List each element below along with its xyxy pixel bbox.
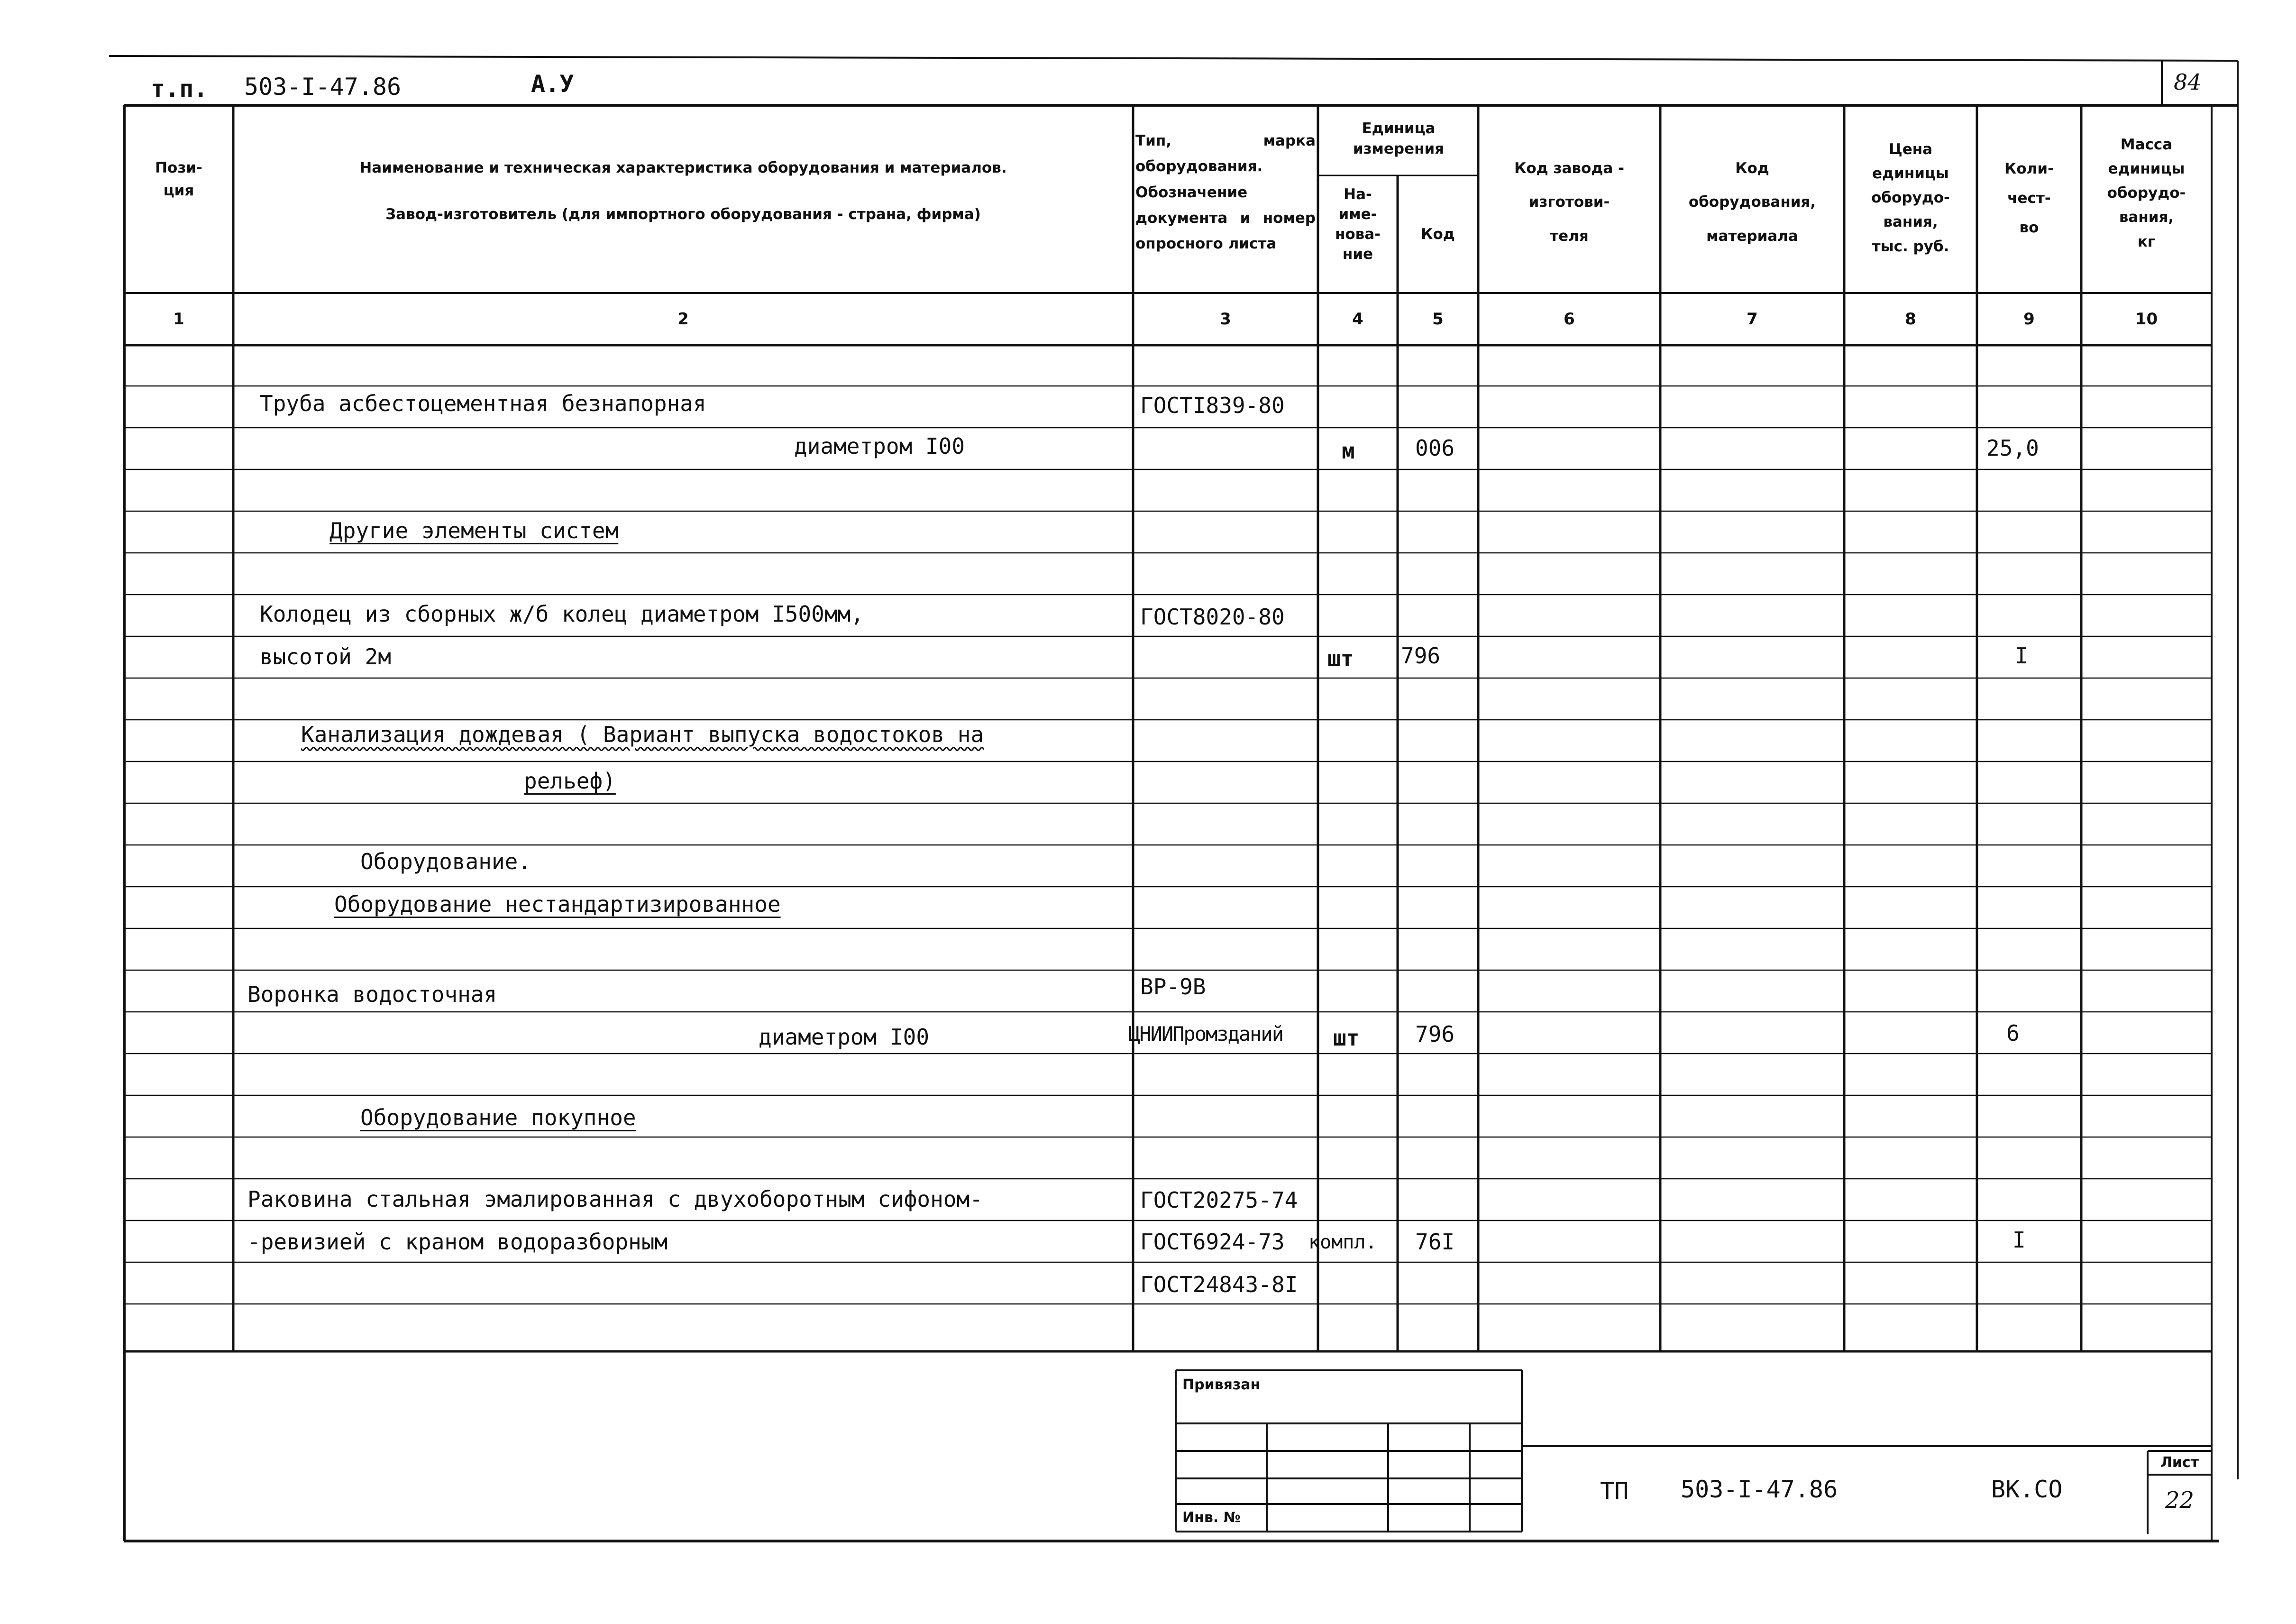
- col-type-header: Тип, марка оборудования. Обозначение документа и номер опросного листа: [1135, 132, 1316, 252]
- item-unit-code: 76I: [1415, 1229, 1455, 1255]
- item-unit-code: 796: [1401, 643, 1441, 669]
- section-heading: Другие элементы систем: [329, 518, 619, 543]
- section-heading: Канализация дождевая ( Вариант выпуска водостоков на: [301, 722, 984, 747]
- item-name: высотой 2м: [260, 644, 391, 670]
- item-unit: компл.: [1308, 1231, 1377, 1253]
- page-mark: 84: [2174, 69, 2202, 95]
- col-number: 7: [1747, 310, 1758, 329]
- inventory-number-label: Инв. №: [1182, 1509, 1241, 1526]
- item-name: -ревизией с краном водоразборным: [247, 1229, 668, 1255]
- sheet-number: 22: [2165, 1487, 2195, 1514]
- item-name: Раковина стальная эмалированная с двухоборотным сифоном-: [247, 1186, 983, 1212]
- col-equipment-code-header: Код оборудования, материала: [1688, 160, 1816, 245]
- col-name-header-line2: Завод-изготовитель (для импортного оборудования - страна, фирма): [385, 206, 981, 223]
- col-unit-name-header: На- име- нова- ние: [1335, 186, 1381, 263]
- footer-section-code: ВК.СО: [1991, 1476, 2063, 1503]
- subsection-heading: Оборудование нестандартизированное: [334, 891, 781, 917]
- col-number: 3: [1220, 310, 1231, 329]
- item-doc: ГОСТ24843-8I: [1140, 1272, 1298, 1297]
- col-unit-code-header: Код: [1421, 226, 1455, 243]
- col-number: 1: [173, 310, 184, 329]
- col-name-header-line1: Наименование и техническая характеристика оборудования и материалов.: [359, 159, 1007, 176]
- subsection-heading: Оборудование покупное: [360, 1105, 636, 1130]
- col-unit-header: Единица измерения: [1353, 120, 1445, 158]
- bound-label: Привязан: [1182, 1376, 1261, 1393]
- col-number: 10: [2135, 310, 2158, 329]
- item-doc: ГОСТI839-80: [1140, 393, 1285, 418]
- doc-type-prefix: т.п.: [151, 75, 208, 102]
- item-name: диаметром I00: [794, 433, 965, 459]
- sheet-label: Лист: [2160, 1454, 2199, 1471]
- item-doc: ЦНИИПромзданий: [1128, 1022, 1283, 1046]
- item-name: Воронка водосточная: [247, 982, 497, 1007]
- col-number: 5: [1432, 310, 1444, 329]
- col-price-header: Цена единицы оборудо- вания, тыс. руб.: [1871, 141, 1950, 255]
- item-quantity: I: [2015, 643, 2028, 669]
- col-factory-code-header: Код завода - изготови- теля: [1514, 160, 1624, 245]
- item-doc: ГОСТ8020-80: [1140, 604, 1285, 630]
- project-number: 503-I-47.86: [244, 73, 402, 101]
- item-doc: ГОСТ6924-73: [1140, 1229, 1285, 1255]
- item-unit: м: [1342, 438, 1355, 464]
- item-unit-code: 796: [1415, 1021, 1455, 1047]
- item-unit: шт: [1333, 1025, 1360, 1051]
- col-quantity-header: Коли- чест- во: [2004, 160, 2054, 236]
- col-number: 2: [677, 310, 689, 329]
- col-number: 9: [2023, 310, 2035, 329]
- col-number: 8: [1905, 310, 1916, 329]
- item-unit-code: 006: [1415, 435, 1455, 461]
- item-unit: шт: [1327, 646, 1354, 671]
- item-doc: ГОСТ20275-74: [1140, 1187, 1298, 1213]
- item-quantity: 25,0: [1986, 435, 2039, 461]
- album-section: А.У: [531, 70, 574, 98]
- item-doc: ВР-9В: [1140, 974, 1206, 1000]
- item-quantity: I: [2012, 1227, 2026, 1253]
- subsection-heading: Оборудование.: [360, 849, 531, 874]
- item-name: Труба асбестоцементная безнапорная: [260, 391, 706, 416]
- item-name: диаметром I00: [759, 1024, 930, 1050]
- item-quantity: 6: [2006, 1020, 2020, 1046]
- section-heading-cont: рельеф): [524, 768, 616, 794]
- col-number: 4: [1352, 310, 1363, 329]
- item-name: Колодец из сборных ж/б колец диаметром I500мм,: [260, 601, 864, 627]
- col-number: 6: [1564, 310, 1575, 329]
- col-mass-header: Масса единицы оборудо- вания, кг: [2107, 136, 2186, 250]
- footer-project-number: 503-I-47.86: [1681, 1476, 1838, 1503]
- col-position-header: Пози- ция: [155, 159, 202, 200]
- footer-doc-type: ТП: [1600, 1477, 1629, 1505]
